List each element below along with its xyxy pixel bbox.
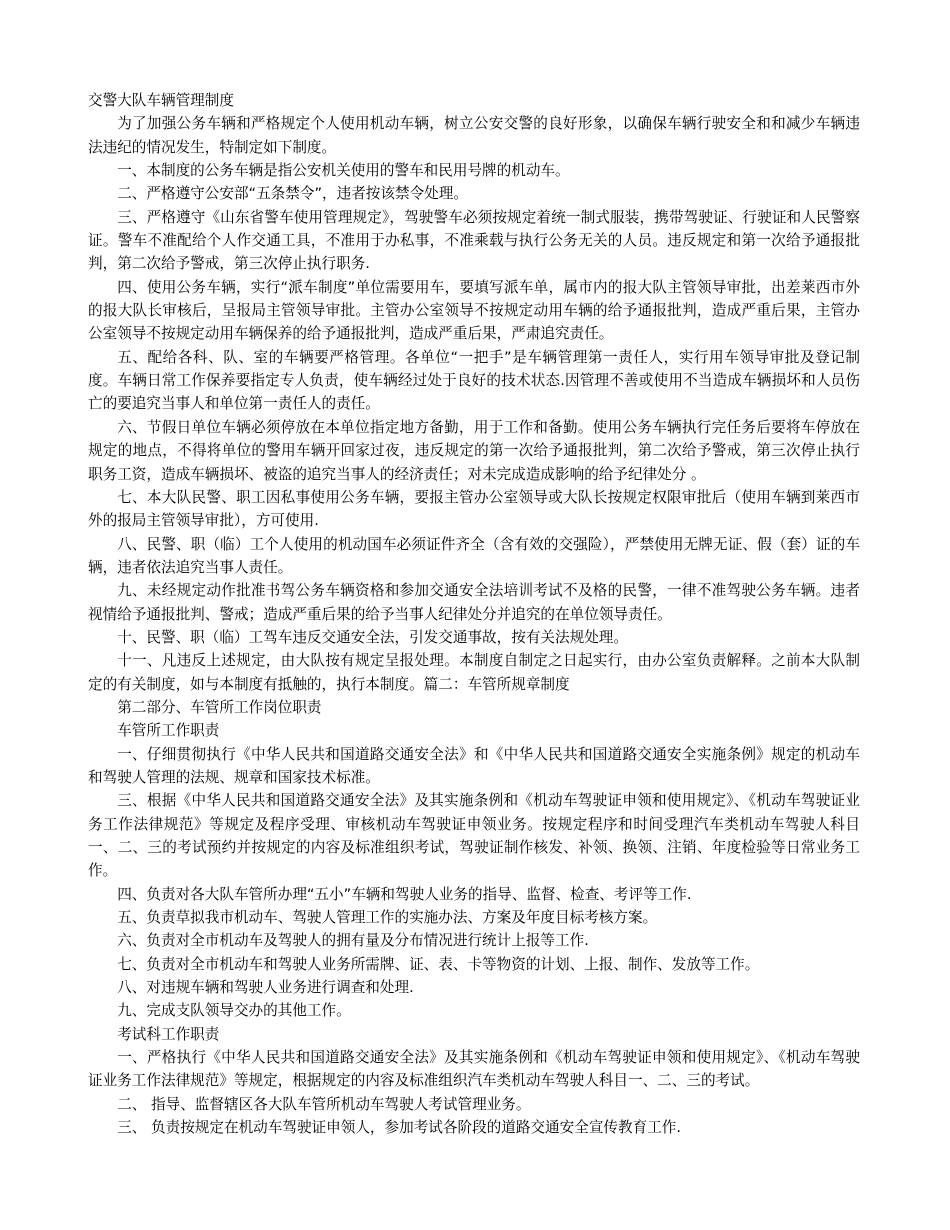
paragraph-exam-duty-3: 三、 负责按规定在机动车驾驶证申领人，参加考试各阶段的道路交通安全宣传教育工作. <box>117 1119 682 1137</box>
paragraph-rule-1: 一、本制度的公务车辆是指公安机关使用的警车和民用号牌的机动车。 <box>117 162 570 180</box>
section-heading-vehicle-office: 车管所工作职责 <box>117 722 220 740</box>
paragraph-rule-5: 五、配给各科、队、室的车辆要严格管理。各单位“一把手”是车辆管理第一责任人，实行用车领导审批及登记制度。车辆日常工作保养要指定专人负责，使车辆经过处于良好的技术状态.因管理不善或使用不当造成车辆损坏和人员伤亡的要追究当事人和单位第一责任人的责任。 <box>88 348 860 413</box>
paragraph-rule-11: 十一、凡违反上述规定，由大队按有规定呈报处理。本制度自制定之日起实行，由办公室负责解释。之前本大队制定的有关制度，如与本制度有抵触的，执行本制度。篇二：车管所规章制度 <box>88 652 860 693</box>
paragraph-duty-9: 九、完成支队领导交办的其他工作。 <box>117 1002 351 1020</box>
paragraph-duty-7: 七、负责对全市机动车和驾驶人业务所需牌、证、表、卡等物资的计划、上报、制作、发放等工作。 <box>117 955 760 973</box>
paragraph-rule-8: 八、民警、职（临）工个人使用的机动国车必须证件齐全（含有效的交强险），严禁使用无牌无证、假（套）证的车辆，违者依法追究当事人责任。 <box>88 535 860 576</box>
paragraph-duty-4: 四、负责对各大队车管所办理“五小”车辆和驾驶人业务的指导、监督、检查、考评等工作. <box>117 885 692 903</box>
paragraph-intro: 为了加强公务车辆和严格规定个人使用机动车辆，树立公安交警的良好形象，以确保车辆行驶安全和和减少车辆违法违纪的情况发生，特制定如下制度。 <box>88 115 860 156</box>
paragraph-rule-4: 四、使用公务车辆，实行“派车制度”单位需要用车，要填写派车单，属市内的报大队主管领导审批，出差莱西市外的报大队长审核后，呈报局主管领导审批。主管办公室领导不按规定动用车辆的给予通报批判，造成严重后果，主管办公室领导不按规定动用车辆保养的给予通报批判，造成严重后果，严肃追究责任。 <box>88 278 860 343</box>
section-heading-exam-office: 考试科工作职责 <box>117 1025 220 1043</box>
section-heading-part-two: 第二部分、车管所工作岗位职责 <box>117 698 322 716</box>
paragraph-rule-10: 十、民警、职（临）工驾车违反交通安全法，引发交通事故，按有关法规处理。 <box>117 628 628 646</box>
paragraph-exam-duty-2: 二、 指导、监督辖区各大队车管所机动车驾驶人考试管理业务。 <box>117 1095 531 1113</box>
paragraph-duty-6: 六、负责对全市机动车及驾驶人的拥有量及分布情况进行统计上报等工作. <box>117 932 589 950</box>
paragraph-duty-5: 五、负责草拟我市机动车、驾驶人管理工作的实施办法、方案及年度目标考核方案。 <box>117 909 658 927</box>
paragraph-rule-9: 九、未经规定动作批准书驾公务车辆资格和参加交通安全法培训考试不及格的民警，一律不准驾驶公务车辆。违者视情给予通报批判、警戒；造成严重后果的给予当事人纪律处分并追究的在单位领导责任。 <box>88 582 860 623</box>
paragraph-duty-3: 三、根据《中华人民共和国道路交通安全法》及其实施条例和《机动车驾驶证申领和使用规定》、《机动车驾驶证业务工作法律规范》等规定及程序受理、审核机动车驾驶证申领业务。按规定程序和时间受理汽车类机动车驾驶人科目一、二、三的考试预约并按规定的内容及标准组织考试，驾驶证制作核发、补领、换领、注销、年度检验等日常业务工作。 <box>88 792 860 880</box>
paragraph-duty-1: 一、仔细贯彻执行《中华人民共和国道路交通安全法》和《中华人民共和国道路交通安全实施条例》规定的机动车和驾驶人管理的法规、规章和国家技术标准。 <box>88 745 860 786</box>
paragraph-duty-8: 八、对违规车辆和驾驶人业务进行调查和处理. <box>117 979 414 997</box>
document-body <box>88 89 860 1139</box>
document-title: 交警大队车辆管理制度 <box>88 92 234 109</box>
paragraph-rule-7: 七、本大队民警、职工因私事使用公务车辆，要报主管办公室领导或大队长按规定权限审批后（使用车辆到莱西市外的报局主管领导审批），方可使用. <box>88 488 860 530</box>
paragraph-rule-3: 三、严格遵守《山东省警车使用管理规定》，驾驶警车必须按规定着统一制式服装，携带驾驶证、行驶证和人民警察证。警车不准配给个人作交通工具，不准用于办私事，不准乘载与执行公务无关的人员。违反规定和第一次给予通报批判，第二次给予警戒，第三次停止执行职务. <box>88 208 860 273</box>
paragraph-exam-duty-1: 一、严格执行《中华人民共和国道路交通安全法》及其实施条例和《机动车驾驶证申领和使用规定》、《机动车驾驶证业务工作法律规范》等规定，根据规定的内容及标准组织汽车类机动车驾驶人科目一、二、三的考试。 <box>88 1049 860 1090</box>
paragraph-rule-2: 二、严格遵守公安部“五条禁令”，违者按该禁令处理。 <box>117 185 468 203</box>
paragraph-rule-6: 六、节假日单位车辆必须停放在本单位指定地方备勤，用于工作和备勤。使用公务车辆执行完任务后要将车停放在规定的地点，不得将单位的警用车辆开回家过夜，违反规定的第一次给予通报批判，第二次给予警戒，第三次停止执行职务工资，造成车辆损坏、被盗的追究当事人的经济责任；对未完成造成影响的给予纪律处分 。 <box>88 418 860 483</box>
